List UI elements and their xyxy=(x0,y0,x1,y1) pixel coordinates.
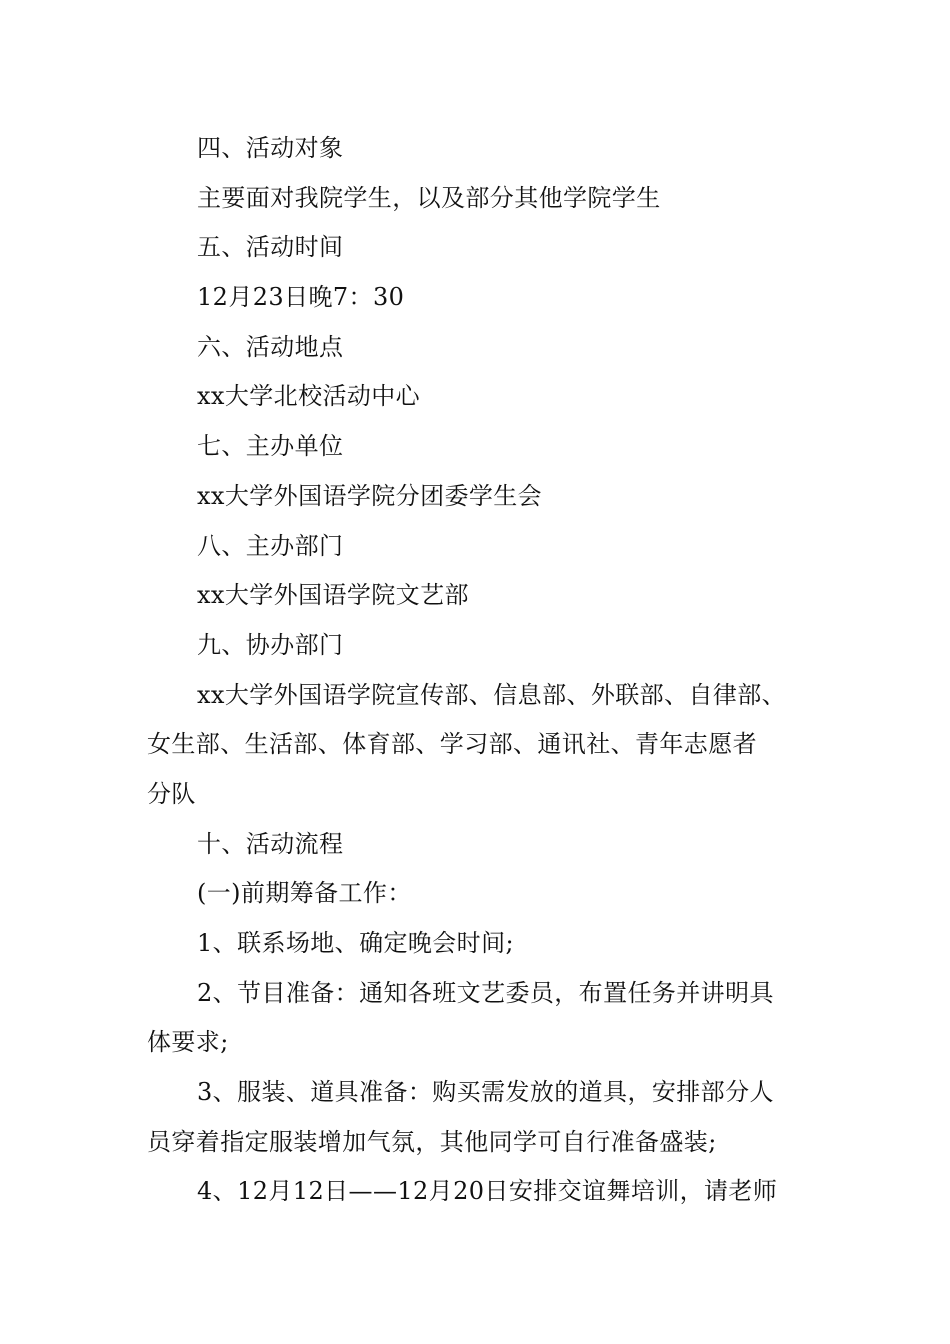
paragraph-line: 主要面对我院学生，以及部分其他学院学生 xyxy=(197,183,661,212)
paragraph-line: xx大学外国语学院文艺部 xyxy=(197,581,469,610)
section-heading-activity-time: 五、活动时间 xyxy=(197,233,344,262)
section-heading-activity-location: 六、活动地点 xyxy=(197,332,344,361)
section-heading-activity-process: 十、活动流程 xyxy=(197,829,344,858)
paragraph-line: xx大学外国语学院宣传部、信息部、外联部、自律部、 xyxy=(197,680,787,709)
list-item: 4、12月12日——12月20日安排交谊舞培训，请老师 xyxy=(197,1177,778,1206)
list-item: 2、节目准备：通知各班文艺委员，布置任务并讲明具 xyxy=(197,978,774,1007)
paragraph-line: 体要求; xyxy=(147,1028,229,1057)
list-item: 3、服装、道具准备：购买需发放的道具，安排部分人 xyxy=(197,1078,774,1107)
paragraph-line: xx大学外国语学院分团委学生会 xyxy=(197,481,543,510)
paragraph-line: 分队 xyxy=(147,779,196,808)
section-heading-organizer: 七、主办单位 xyxy=(197,432,344,461)
section-heading-co-organizer: 九、协办部门 xyxy=(197,630,344,659)
paragraph-line: 女生部、生活部、体育部、学习部、通讯社、青年志愿者 xyxy=(147,730,757,759)
list-item: 1、联系场地、确定晚会时间; xyxy=(197,929,514,957)
paragraph-line: 员穿着指定服装增加气氛，其他同学可自行准备盛装; xyxy=(147,1127,717,1156)
paragraph-line: xx大学北校活动中心 xyxy=(197,382,421,411)
paragraph-line: 12月23日晚7：30 xyxy=(197,283,405,312)
subsection-heading-preparation: (一)前期筹备工作： xyxy=(197,879,412,908)
section-heading-activity-target: 四、活动对象 xyxy=(197,134,344,162)
section-heading-host-department: 八、主办部门 xyxy=(197,531,344,560)
document-body xyxy=(147,124,827,1217)
